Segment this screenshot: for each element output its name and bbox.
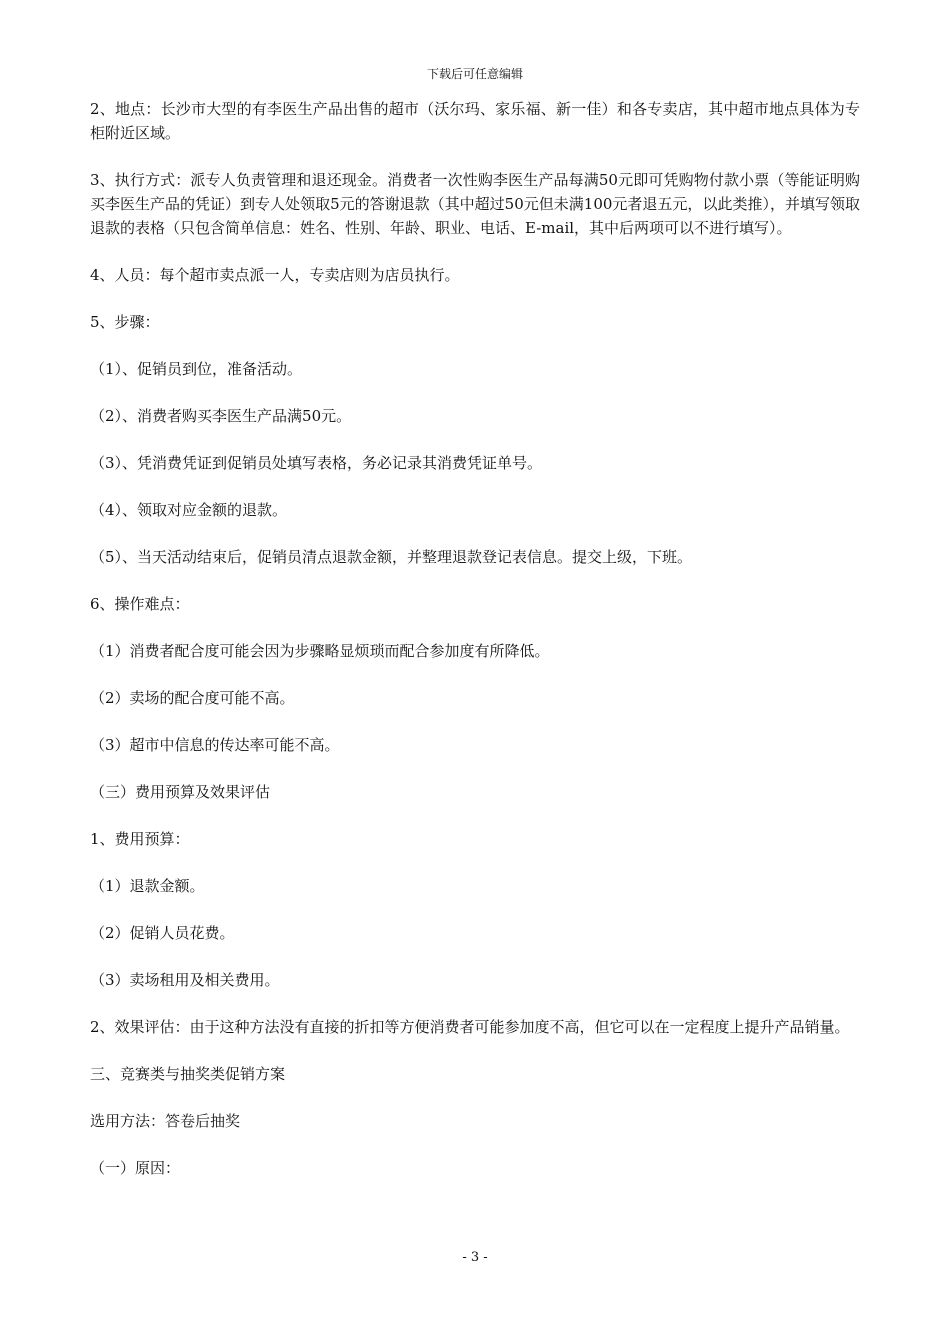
paragraph-method: 选用方法：答卷后抽奖 bbox=[90, 1112, 241, 1130]
paragraph-step-3: （3）、凭消费凭证到促销员处填写表格，务必记录其消费凭证单号。 bbox=[90, 454, 543, 472]
document-body bbox=[90, 97, 860, 1203]
paragraph-difficulty-2: （2）卖场的配合度可能不高。 bbox=[90, 689, 295, 707]
paragraph-section-budget: （三）费用预算及效果评估 bbox=[90, 783, 271, 801]
page-header: 下载后可任意编辑 bbox=[426, 67, 523, 81]
paragraph-step-1: （1）、促销员到位，准备活动。 bbox=[90, 360, 303, 378]
paragraph-step-5: （5）、当天活动结束后，促销员清点退款金额，并整理退款登记表信息。提交上级，下班。 bbox=[90, 548, 693, 566]
paragraph-section-three: 三、竞赛类与抽奖类促销方案 bbox=[90, 1065, 286, 1083]
paragraph-execution: 3、执行方式：派专人负责管理和退还现金。消费者一次性购李医生产品每满50元即可凭购物付款小票（等能证明购买李医生产品的凭证）到专人处领取5元的答谢退款（其中超过50元但未满100元者退五元，以此类推），并填写领取退款的表格（只包含简单信息：姓名、性别、年龄、职业、电话、E-mail，其中后两项可以不进行填写）。 bbox=[90, 171, 860, 237]
paragraph-difficulty-3: （3）超市中信息的传达率可能不高。 bbox=[90, 736, 340, 754]
paragraph-steps-heading: 5、步骤： bbox=[90, 313, 160, 331]
paragraph-staff: 4、人员：每个超市卖点派一人，专卖店则为店员执行。 bbox=[90, 266, 460, 284]
paragraph-step-2: （2）、消费者购买李医生产品满50元。 bbox=[90, 407, 352, 425]
paragraph-evaluation: 2、效果评估：由于这种方法没有直接的折扣等方便消费者可能参加度不高，但它可以在一定程度上提升产品销量。 bbox=[90, 1018, 850, 1036]
page-number: - 3 - bbox=[462, 1250, 488, 1265]
paragraph-difficulty-heading: 6、操作难点： bbox=[90, 595, 190, 613]
paragraph-step-4: （4）、领取对应金额的退款。 bbox=[90, 501, 288, 519]
paragraph-location: 2、地点：长沙市大型的有李医生产品出售的超市（沃尔玛、家乐福、新一佳）和各专卖店，其中超市地点具体为专柜附近区域。 bbox=[90, 100, 860, 142]
paragraph-budget-heading: 1、费用预算： bbox=[90, 830, 190, 848]
paragraph-reason-heading: （一）原因： bbox=[90, 1159, 181, 1177]
paragraph-budget-3: （3）卖场租用及相关费用。 bbox=[90, 971, 280, 989]
paragraph-difficulty-1: （1）消费者配合度可能会因为步骤略显烦琐而配合参加度有所降低。 bbox=[90, 642, 550, 660]
paragraph-budget-2: （2）促销人员花费。 bbox=[90, 924, 235, 942]
paragraph-budget-1: （1）退款金额。 bbox=[90, 877, 205, 895]
